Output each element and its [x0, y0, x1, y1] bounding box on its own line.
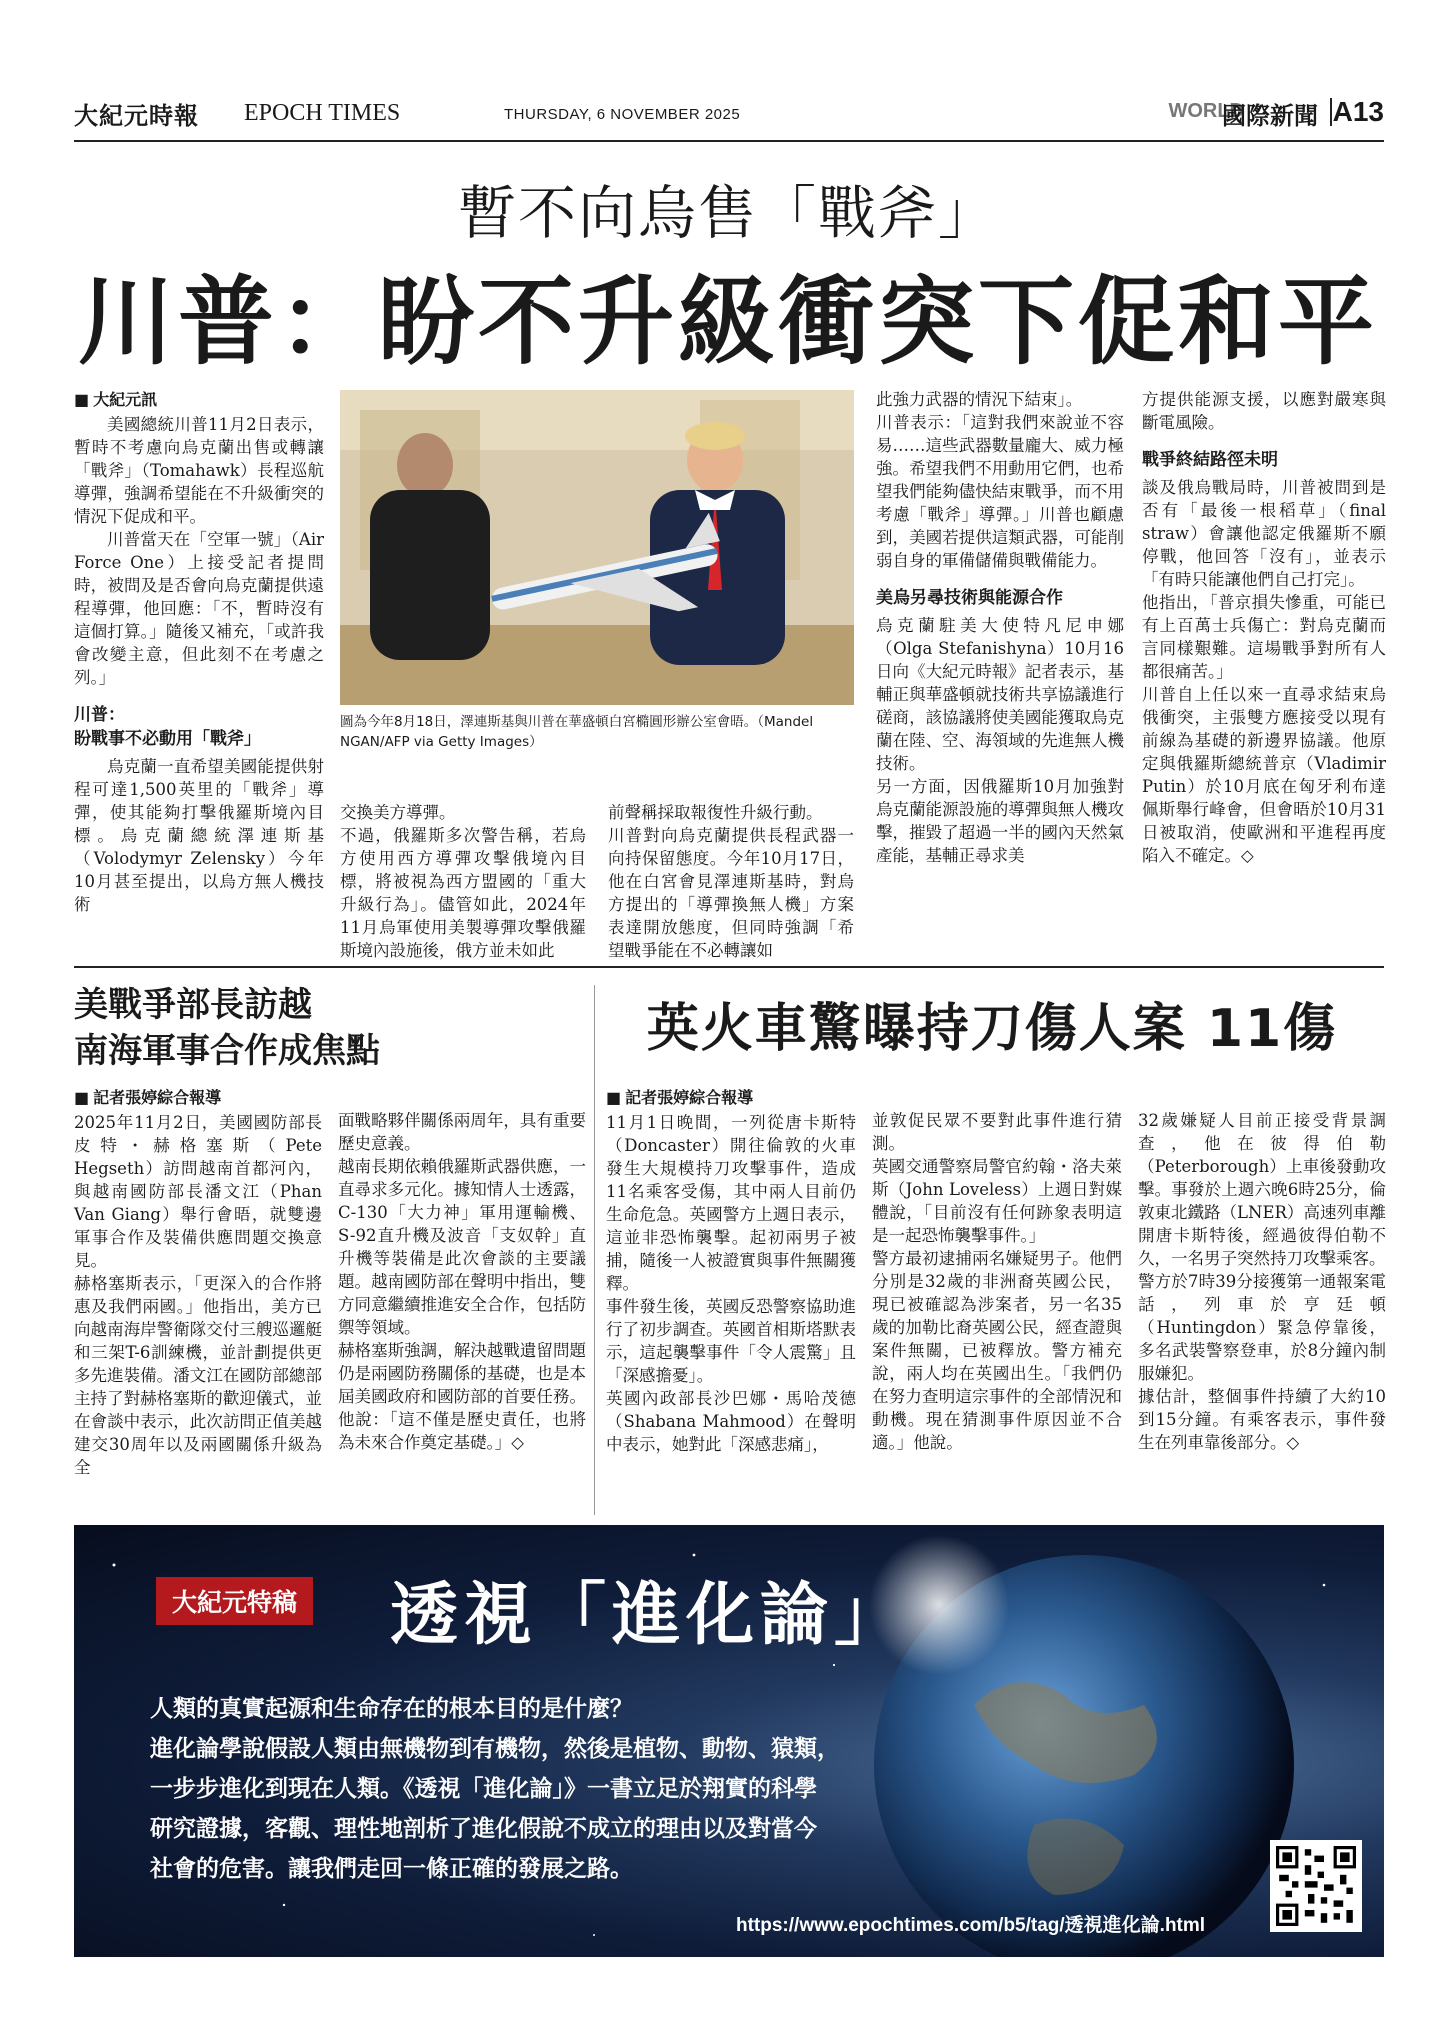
banner-line-2: 進化論學說假設人類由無機物到有機物，然後是植物、動物、猿類，	[150, 1736, 840, 1762]
qr-code-graphic	[1276, 1846, 1356, 1926]
lead-column-3-bottom	[608, 778, 854, 962]
section-en: WORLD	[1168, 100, 1244, 122]
story2-paragraph-1: 2025年11月2日，美國國防部長皮特・赫格塞斯（Pete Hegseth）訪問越南首都河內，與越南國防部長潘文江（Phan Van Giang）舉行會晤，就雙邊軍事合作及裝備供應問題交換意見。 赫格塞斯表示，「更深入的合作將惠及我們兩國。」他指出，美方已向越南海岸警衛隊交付三艘巡邏艇和三架T-6訓練機，並計劃提供更多先進裝備。潘文江在國防部總部主持了對赫格塞斯的歡迎儀式，並在會談中表示，此次訪問正值美越建交30周年以及兩國關係升級為全	[74, 1113, 322, 1477]
lead-paragraph-7: 烏克蘭駐美大使特凡尼申娜（Olga Stefanishyna）10月16日向《大紀元時報》記者表示，基輔正與華盛頓就技術共享協議進行磋商，該協議將使美國能獲取烏克蘭在陸、空、海領域的先進無人機技術。 另一方面，因俄羅斯10月加強對烏克蘭能源設施的導彈與無人機攻擊，摧毀了超過一半的國內天然氣產能，基輔正尋求美	[876, 616, 1124, 865]
lead-paragraph-6: 此強力武器的情況下結束」。 川普表示：「這對我們來說並不容易……這些武器數量龐大、威力極強。希望我們不用動用它們，也希望我們能夠儘快結束戰爭，而不用考慮「戰斧」導彈。」川普也顧慮到，美國若提供這類武器，可能削弱自身的軍備儲備與戰備能力。	[876, 390, 1124, 570]
lead-column-2	[340, 778, 586, 962]
lead-column-4	[1142, 388, 1386, 867]
lead-kicker: 暫不向烏售「戰斧」	[457, 179, 998, 247]
story3-byline: ■ 記者張婷綜合報導	[606, 1086, 856, 1109]
banner-title: 透視「進化論」	[390, 1575, 909, 1655]
story2-column-1	[74, 1086, 322, 1479]
story2-byline: ■ 記者張婷綜合報導	[74, 1086, 322, 1109]
lead-paragraph-8: 方提供能源支援，以應對嚴寒與斷電風險。	[1142, 390, 1386, 432]
top-rule	[74, 140, 1384, 142]
book-promo-banner[interactable]	[74, 1525, 1384, 1957]
issue-date: THURSDAY, 6 NOVEMBER 2025	[504, 106, 741, 123]
lead-subhead-3: 戰爭終結路徑未明	[1142, 450, 1278, 470]
banner-url-link[interactable]: https://www.epochtimes.com/b5/tag/透視進化論.html	[736, 1915, 1206, 1936]
column-divider	[594, 985, 595, 1515]
lead-subhead-1: 川普： 盼戰事不必動用「戰斧」	[74, 705, 261, 749]
lead-paragraph-1: 美國總統川普11月2日表示，暫時不考慮向烏克蘭出售或轉讓「戰斧」（Tomahawk）長程巡航導彈，強調希望能在不升級衝突的情況下促成和平。	[74, 415, 324, 526]
story2-paragraph-2: 面戰略夥伴關係兩周年，具有重要歷史意義。 越南長期依賴俄羅斯武器供應，一直尋求多元化。據知情人士透露，C-130「大力神」軍用運輸機、S-92直升機及波音「支奴幹」直升機等裝備是此次會談的主要議題。越南國防部在聲明中指出，雙方同意繼續推進安全合作，包括防禦等領域。 赫格塞斯強調，解決越戰遺留問題仍是兩國防務關係的基礎，也是本屆美國政府和國防部的首要任務。他說：「這不僅是歷史責任，也將為未來合作奠定基礎。」◇	[338, 1111, 586, 1452]
lead-column-1	[74, 388, 324, 916]
newspaper-logo: 大紀元時報	[74, 101, 199, 130]
story2-title	[74, 982, 574, 1074]
story2-title-line-2: 南海軍事合作成焦點	[74, 1031, 380, 1071]
lead-headline: 川普：盼不升級衝突下促和平	[78, 265, 1378, 378]
banner-tag: 大紀元特稿	[156, 1577, 313, 1625]
banner-line-3: 一步步進化到現在人類。《透視「進化論」》一書立足於翔實的科學	[150, 1776, 817, 1802]
lead-photo	[340, 390, 854, 705]
lead-column-3	[876, 388, 1124, 867]
story3-column-3	[1138, 1086, 1386, 1454]
banner-line-4: 研究證據，客觀、理性地剖析了進化假說不成立的理由以及對當今	[150, 1816, 817, 1842]
banner-line-1: 人類的真實起源和生命存在的根本目的是什麼？	[150, 1696, 633, 1722]
page-number: A13	[1332, 96, 1384, 127]
photo-caption: 圖為今年8月18日，澤連斯基與川普在華盛頓白宮橢圓形辦公室會晤。（Mandel NGAN/AFP via Getty Images）	[340, 714, 814, 750]
lead-paragraph-4: 交換美方導彈。 不過，俄羅斯多次警告稱，若烏方使用西方導彈攻擊俄境內目標，將被視為西方盟國的「重大升級行為」。儘管如此，2024年11月烏軍使用美製導彈攻擊俄羅斯境內設施後，俄方並未如此	[340, 803, 586, 960]
banner-line-5: 社會的危害。讓我們走回一條正確的發展之路。	[150, 1856, 633, 1882]
section-zh: 國際新聞	[1222, 102, 1318, 130]
oval-office-photo-illustration	[340, 390, 854, 705]
newspaper-name-en: EPOCH TIMES	[244, 100, 401, 126]
masthead	[74, 96, 1384, 136]
story3-column-2	[872, 1086, 1122, 1454]
story2-title-line-1: 美戰爭部長訪越	[74, 985, 312, 1025]
story3-paragraph-2: 並敦促民眾不要對此事件進行猜測。 英國交通警察局警官約翰・洛夫萊斯（John Loveless）上週日對媒體說，「目前沒有任何跡象表明這是一起恐怖襲擊事件。」 警方最初逮捕兩名嫌疑男子。他們分別是32歲的非洲裔英國公民，現已被確認為涉案者，另一名35歲的加勒比裔英國公民，經查證與案件無關，已被釋放。警方補充說，兩人均在英國出生。「我們仍在努力查明這宗事件的全部情況和動機。現在猜測事件原因並不合適。」他說。	[872, 1111, 1122, 1452]
lead-paragraph-9: 談及俄烏戰局時，川普被問到是否有「最後一根稻草」（final straw）會讓他認定俄羅斯不願停戰，他回答「沒有」，並表示「有時只能讓他們自己打完」。 他指出，「普京損失慘重，可能已有上百萬士兵傷亡：對烏克蘭而言同樣艱難。這場戰爭對所有人都很痛苦。」 川普自上任以來一直尋求結束烏俄衝突，主張雙方應接受以現有前線為基礎的新邊界協議。他原定與俄羅斯總統普京（Vladimir Putin）於10月底在匈牙利布達佩斯舉行峰會，但會晤於10月31日被取消，使歐洲和平進程再度陷入不確定。◇	[1142, 478, 1386, 865]
story3-paragraph-3: 32歲嫌疑人目前正接受背景調查，他在彼得伯勒（Peterborough）上車後發動攻擊。事發於上週六晚6時25分，倫敦東北鐵路（LNER）高速列車離開唐卡斯特後，經過彼得伯勒不久，一名男子突然持刀攻擊乘客。 警方於7時39分接獲第一通報案電話，列車於亨廷頓（Huntingdon）緊急停靠後，多名武裝警察登車，於8分鐘內制服嫌犯。 據估計，整個事件持續了大約10到15分鐘。有乘客表示，事件發生在列車靠後部分。◇	[1138, 1111, 1386, 1452]
lead-byline: ■ 大紀元訊	[74, 388, 324, 411]
lead-paragraph-3: 烏克蘭一直希望美國能提供射程可達1,500英里的「戰斧」導彈，使其能夠打擊俄羅斯境內目標。烏克蘭總統澤連斯基（Volodymyr Zelensky）今年10月甚至提出，以烏方無人機技術	[74, 757, 324, 914]
section-rule	[74, 966, 1384, 968]
lead-paragraph-5: 前聲稱採取報復性升級行動。 川普對向烏克蘭提供長程武器一向持保留態度。今年10月17日，他在白宮會見澤連斯基時，對烏方提出的「導彈換無人機」方案表達開放態度，但同時強調「希望戰爭能在不必轉讓如	[608, 803, 854, 960]
qr-code-icon[interactable]	[1270, 1840, 1362, 1932]
story2-column-2	[338, 1086, 586, 1454]
story3-paragraph-1: 11月1日晚間，一列從唐卡斯特（Doncaster）開往倫敦的火車發生大規模持刀攻擊事件，造成11名乘客受傷，其中兩人目前仍生命危急。英國警方上週日表示，這並非恐怖襲擊。起初兩男子被捕，隨後一人被證實與事件無關獲釋。 事件發生後，英國反恐警察協助進行了初步調查。英國首相斯塔默表示，這起襲擊事件「令人震驚」且「深感擔憂」。 英國內政部長沙巴娜・馬哈茂德（Shabana Mahmood）在聲明中表示，她對此「深感悲痛」，	[606, 1113, 856, 1454]
story3-column-1	[606, 1086, 856, 1456]
lead-subhead-2: 美烏另尋技術與能源合作	[876, 588, 1063, 608]
story3-title: 英火車驚曝持刀傷人案 11傷	[646, 999, 1338, 1059]
lead-paragraph-2: 川普當天在「空軍一號」（Air Force One）上接受記者提問時，被問及是否會向烏克蘭提供遠程導彈，他回應：「不，暫時沒有這個打算。」隨後又補充，「或許我會改變主意，但此刻不在考慮之列。」	[74, 530, 324, 687]
